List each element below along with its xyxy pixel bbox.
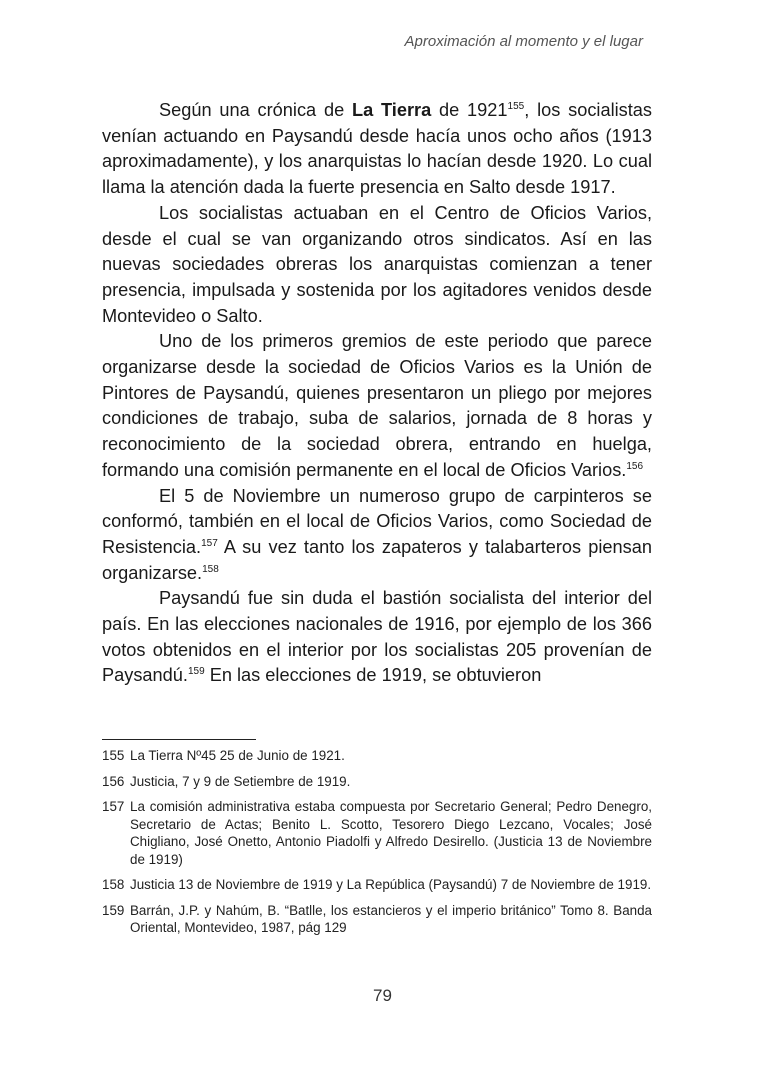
footnote-number: 157: [102, 799, 125, 814]
paragraph: [102, 98, 652, 201]
running-header: Aproximación al momento y el lugar: [404, 33, 643, 50]
footnote-ref: 157: [201, 537, 218, 549]
footnotes: [102, 747, 652, 945]
paragraph: [102, 484, 652, 587]
footnote-number: 159: [102, 902, 125, 918]
text-run: En las elecciones de 1919, se obtuvieron: [204, 665, 542, 686]
text-run: de 1921: [431, 100, 508, 120]
footnote: [102, 902, 652, 937]
paragraph: [102, 586, 652, 689]
footnote-number: 156: [102, 773, 125, 789]
footnote-separator: [102, 739, 256, 740]
footnote-text: La comisión administrativa estaba compuesta por Secretario General; Pedro Denegro, Secretario de Actas; Benito L. Scotto, Tesorero Diego Lezcano, Vocales; José Chigliano, José Onetto, Antonio Piadolfi y Alfredo Desirello. (Justicia 13 de Noviembre de 1919): [130, 799, 652, 867]
footnote-number: 158: [102, 877, 125, 892]
footnote-text: Justicia, 7 y 9 de Setiembre de 1919.: [130, 773, 351, 789]
footnote: [102, 876, 652, 894]
footnote: [102, 747, 652, 765]
newspaper-title: La Tierra: [351, 100, 432, 120]
footnote-text: La Tierra Nº45 25 de Junio de 1921.: [130, 748, 345, 763]
text-run: A su vez tanto los zapateros y talabarteros piensan organizarse.: [102, 536, 652, 583]
footnote-ref: 159: [187, 666, 205, 678]
paragraph: [102, 201, 652, 330]
text-run: El 5 de Noviembre un numeroso grupo de carpinteros se conformó, también en el local de Oficios Varios, como Sociedad de Resistencia.: [102, 485, 652, 557]
text-run: Los socialistas actuaban en el Centro de Oficios Varios, desde el cual se van organizando otros sindicatos. Así en las nuevas sociedades obreras los anarquistas comienzan a tener presencia, impulsada y sostenida por los agitadores venidos desde Montevideo o Salto.: [102, 202, 652, 326]
body-text: [102, 98, 652, 689]
footnote-ref: 158: [202, 563, 219, 575]
paragraph: [102, 329, 652, 483]
text-run: Uno de los primeros gremios de este periodo que parece organizarse desde la sociedad de Oficios Varios es la Unión de Pintores de Paysandú, quienes presentaron un pliego por mejores condiciones de trabajo, suba de salarios, jornada de 8 horas y reconocimiento de la sociedad obrera, entrando en huelga, formando una comisión permanente en el local de Oficios Varios.: [102, 331, 652, 480]
footnote-text: Justicia 13 de Noviembre de 1919 y La República (Paysandú) 7 de Noviembre de 1919.: [130, 877, 652, 892]
footnote-ref: 156: [626, 460, 644, 472]
footnote-number: 155: [102, 748, 125, 763]
footnote-text: Barrán, J.P. y Nahúm, B. “Batlle, los estancieros y el imperio británico” Tomo 8. Banda Oriental, Montevideo, 1987, pág 129: [130, 902, 652, 935]
text-run: Paysandú fue sin duda el bastión socialista del interior del país. En las elecciones nacionales de 1916, por ejemplo de los 366 votos obtenidos en el interior por los socialistas 205 provenían de Paysandú.: [102, 588, 652, 686]
text-run: , los socialistas venían actuando en Paysandú desde hacía unos ocho años (1913 aproximadamente), y los anarquistas lo hacían desde 1920. Lo cual llama la atención dada la fuerte presencia en Salto desde 1917.: [102, 100, 653, 198]
footnote-ref: 155: [507, 100, 525, 112]
footnote: [102, 773, 652, 791]
footnote: [102, 798, 652, 868]
text-run: Según una crónica de: [159, 100, 352, 120]
page-number: 79: [373, 986, 392, 1005]
